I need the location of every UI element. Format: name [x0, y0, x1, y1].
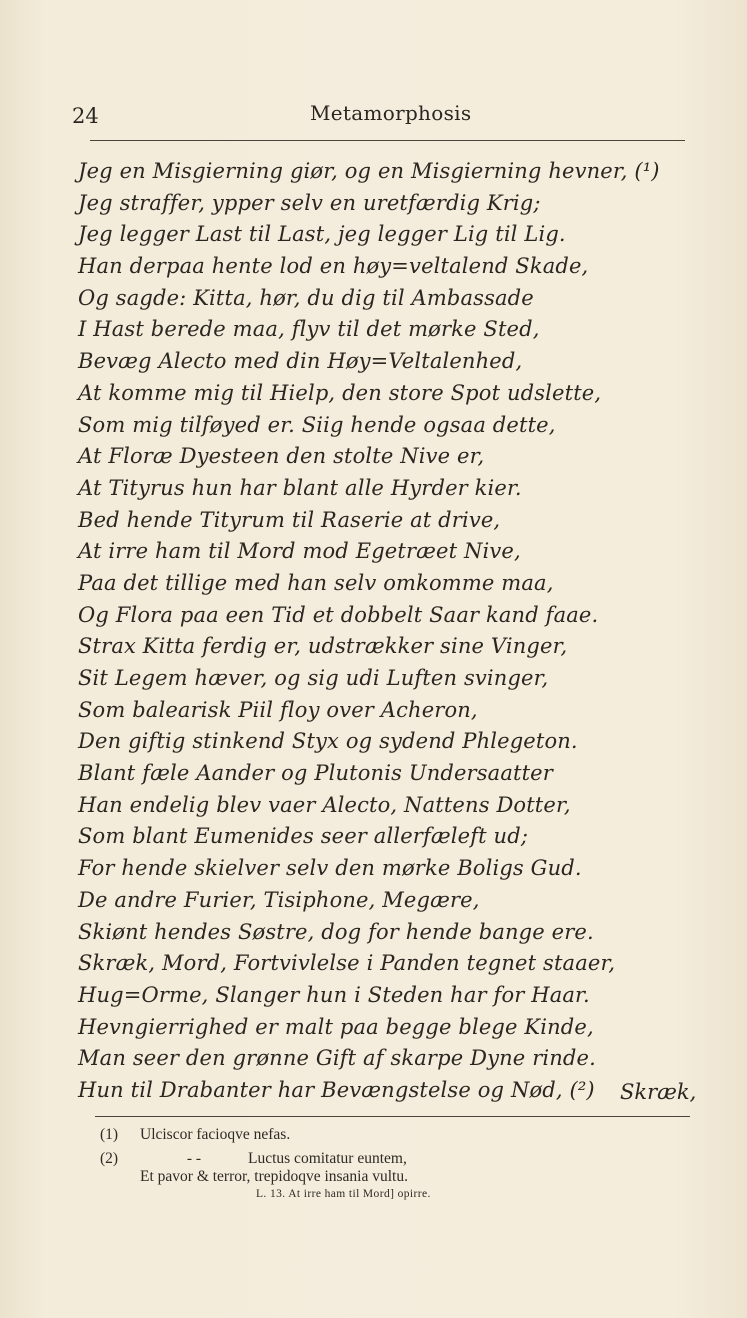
verse-line: Sit Legem hæver, og sig udi Luften svinger,	[78, 666, 549, 690]
verse-line: Strax Kitta ferdig er, udstrækker sine Vinger,	[78, 634, 568, 659]
verse-line: Hun til Drabanter har Bevængstelse og Nød, (²)	[78, 1077, 595, 1102]
footnote-2-continued: Et pavor & terror, trepidoqve insania vultu.	[140, 1168, 408, 1185]
verse-line: I Hast berede maa, flyv til det mørke Sted,	[78, 317, 540, 342]
verse-line: Som mig tilføyed er. Siig hende ogsaa dette,	[78, 412, 556, 437]
catchword: Skræk,	[620, 1080, 697, 1104]
verse-line: Han endelig blev vaer Alecto, Nattens Dotter,	[78, 792, 571, 817]
verse-line: Bevæg Alecto med din Høy=Veltalenhed,	[78, 349, 523, 374]
footnote-2-mark: (2)	[100, 1150, 119, 1167]
page-number: 24	[72, 104, 99, 128]
verse-line: Jeg straffer, ypper selv en uretfærdig Krig;	[78, 190, 541, 215]
verse-line: Jeg en Misgierning giør, og en Misgierning hevner, (¹)	[78, 159, 660, 183]
verse-line: Og Flora paa een Tid et dobbelt Saar kand faae.	[78, 602, 599, 627]
verse-line: Paa det tillige med han selv omkomme maa,	[78, 570, 554, 595]
running-title: Metamorphosis	[310, 101, 472, 125]
footnote-1	[100, 1126, 290, 1144]
verse-block	[78, 156, 703, 1107]
footnote-2-ditto: - -	[186, 1150, 202, 1167]
verse-line: Hevngierrighed er malt paa begge blege Kinde,	[78, 1014, 594, 1039]
verse-line: At komme mig til Hielp, den store Spot udslette,	[78, 380, 602, 405]
footnote-1-text: Ulciscor facioqve nefas.	[140, 1126, 291, 1143]
verse-line: At irre ham til Mord mod Egetræet Nive,	[78, 539, 521, 564]
footnote-rule	[95, 1116, 690, 1117]
verse-line: Og sagde: Kitta, hør, du dig til Ambassade	[78, 285, 534, 310]
verse-line: Som balearisk Piil floy over Acheron,	[78, 697, 478, 722]
verse-line: For hende skielver selv den mørke Boligs Gud.	[78, 856, 582, 881]
footnote-2	[100, 1150, 407, 1168]
footnote-1-mark: (1)	[100, 1126, 119, 1143]
verse-line: Skræk, Mord, Fortvivlelse i Panden tegnet staaer,	[78, 951, 616, 976]
footnote-2-text: Luctus comitatur euntem,	[248, 1150, 407, 1167]
verse-line: De andre Furier, Tisiphone, Megære,	[78, 887, 480, 912]
verse-line: Som blant Eumenides seer allerfæleft ud;	[78, 824, 529, 849]
verse-line: Bed hende Tityrum til Raserie at drive,	[78, 507, 501, 532]
erratum-note: L. 13. At irre ham til Mord] opirre.	[256, 1188, 431, 1200]
verse-line: Blant fæle Aander og Plutonis Undersaatter	[78, 761, 553, 786]
verse-line: At Floræ Dyesteen den stolte Nive er,	[78, 444, 485, 469]
verse-line: At Tityrus hun har blant alle Hyrder kier.	[78, 475, 522, 500]
verse-line: Skiønt hendes Søstre, dog for hende bange ere.	[78, 919, 594, 944]
verse-line: Jeg legger Last til Last, jeg legger Lig til Lig.	[78, 222, 566, 247]
verse-line: Den giftig stinkend Styx og sydend Phlegeton.	[78, 729, 578, 754]
verse-line: Han derpaa hente lod en høy=veltalend Skade,	[78, 254, 589, 279]
header-rule	[90, 140, 685, 141]
verse-line: Man seer den grønne Gift af skarpe Dyne rinde.	[78, 1046, 596, 1071]
verse-line: Hug=Orme, Slanger hun i Steden har for Haar.	[78, 982, 590, 1007]
